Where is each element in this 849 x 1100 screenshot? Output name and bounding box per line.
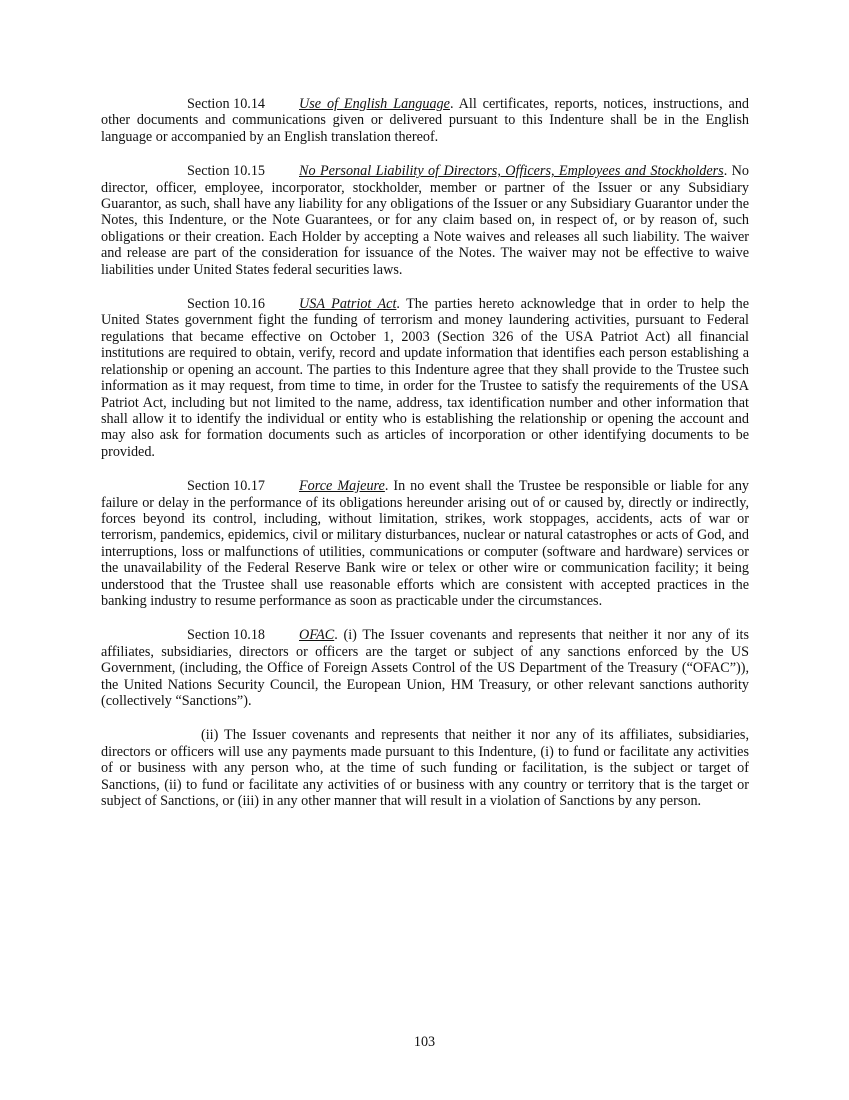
section-heading: No Personal Liability of Directors, Officers, Employees and Stockholders: [299, 163, 724, 180]
section-10-16: [101, 296, 749, 460]
section-number: Section 10.16: [187, 296, 266, 313]
section-number: Section 10.17: [187, 478, 266, 495]
section-10-17: [101, 478, 749, 609]
section-heading: OFAC: [299, 627, 335, 644]
subparagraph-text: (ii) The Issuer covenants and represents that neither it nor any of its affiliates, subsidiaries, directors or officers will use any payments made pursuant to this Indenture, (i) to fund or facilitate any activities of or business with any person who, at the time of such funding or facilitation, is the subject or target of Sanctions, (ii) to fund or facilitate any activities of or business with any country or territory that is the target or subject of Sanctions, or (iii) in any other manner that will result in a violation of Sanctions by any person.: [101, 727, 749, 810]
section-10-18: [101, 627, 749, 709]
section-10-18-subparagraph-ii: [101, 727, 749, 809]
page-number: 103: [413, 1034, 436, 1050]
section-body: . (i) The Issuer covenants and represents that neither it nor any of its affiliates, subsidiaries, directors or officers are the target or subject of any sanctions enforced by the US Government, (including, the Office of Foreign Assets Control of the US Department of the Treasury (“OFAC”)), the United Nations Security Council, the European Union, HM Treasury, or other relevant sanctions authority (collectively “Sanctions”).: [101, 627, 749, 709]
section-number: Section 10.15: [187, 163, 266, 180]
section-heading: Force Majeure: [299, 478, 385, 495]
section-body: . The parties hereto acknowledge that in order to help the United States government fight the funding of terrorism and money laundering activities, pursuant to Federal regulations that became effective on October 1, 2003 (Section 326 of the USA Patriot Act) all financial institutions are required to obtain, verify, record and update information that identifies each person establishing a relationship or opening an account. The parties to this Indenture agree that they shall provide to the Trustee such information as it may request, from time to time, in order for the Trustee to satisfy the requirements of the USA Patriot Act, including but not limited to the name, address, tax identification number and other information that shall allow it to identify the individual or entity who is establishing the relationship or opening the account and may also ask for formation documents such as articles of incorporation or other identifying documents to be provided.: [101, 296, 749, 460]
section-body: . No director, officer, employee, incorporator, stockholder, member or partner of the Issuer or any Subsidiary Guarantor, as such, shall have any liability for any obligations of the Issuer or any Subsidiary Guarantor under the Notes, this Indenture, or the Note Guarantees, or for any claim based on, in respect of, or by reason of, such obligations or their creation. Each Holder by accepting a Note waives and releases all such liability. The waiver and release are part of the consideration for issuance of the Notes. The waiver may not be effective to waive liabilities under United States federal securities laws.: [101, 163, 749, 278]
section-body: . In no event shall the Trustee be responsible or liable for any failure or delay in the performance of its obligations hereunder arising out of or caused by, directly or indirectly, forces beyond its control, including, without limitation, strikes, work stoppages, accidents, acts of war or terrorism, pandemics, epidemics, civil or military disturbances, nuclear or natural catastrophes or acts of God, and interruptions, loss or malfunctions of utilities, communications or computer (software and hardware) services or the unavailability of the Federal Reserve Bank wire or telex or other wire or communication facility; it being understood that the Trustee shall use reasonable efforts which are consistent with accepted practices in the banking industry to resume performance as soon as practicable under the circumstances.: [101, 478, 750, 609]
section-body: . All certificates, reports, notices, instructions, and other documents and communications given or delivered pursuant to this Indenture shall be in the English language or accompanied by an English translation thereof.: [101, 96, 750, 145]
section-10-15: [101, 163, 749, 278]
document-page: [101, 96, 749, 827]
section-number: Section 10.18: [187, 627, 266, 644]
section-heading: Use of English Language: [299, 96, 450, 112]
section-10-14: [101, 96, 749, 145]
section-number: Section 10.14: [187, 96, 266, 112]
section-heading: USA Patriot Act: [299, 296, 397, 313]
